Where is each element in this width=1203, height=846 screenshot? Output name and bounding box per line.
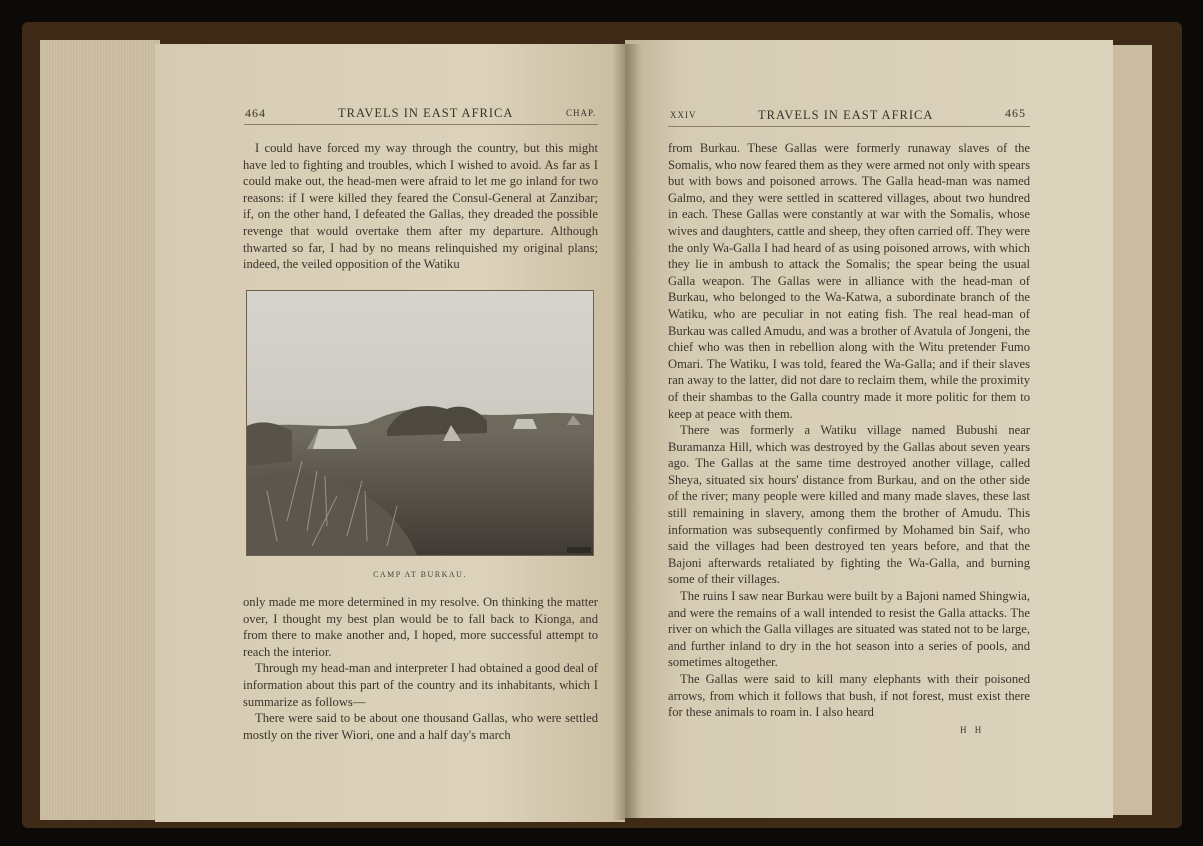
right-header-rule <box>668 126 1030 127</box>
paragraph: only made me more determined in my resolve. On thinking the matter over, I thought my best plan would be to fall back to Kionga, and from there to make another and, I hoped, more successful attempt to reach the interior. <box>243 595 598 659</box>
camp-photograph <box>246 290 594 556</box>
camp-photo-image <box>247 291 593 555</box>
left-chapter-label: CHAP. <box>566 108 597 118</box>
photo-caption: CAMP AT BURKAU. <box>373 570 467 579</box>
paragraph: I could have forced my way through the country, but this might have led to fighting and troubles, which I wished to avoid. As far as I could make out, the head-men were afraid to let me go inland for two reasons: if I were killed they feared the Consul-General at Zanzibar; if, on the other hand, I defeated the Gallas, they dreaded the possible revenge that would overtake them after my departure. Although thwarted so far, I had by no means relinquished my original plans; indeed, the veiled opposition of the Watiku <box>243 141 598 272</box>
paragraph: There was formerly a Watiku village named Bubushi near Buramanza Hill, which was destroyed by the Gallas about seven years ago. The Gallas at the same time destroyed another village, called Sheya, situated six hours' distance from Burkau, and on the other side of the river; many people were killed and many made slaves, these last still remaining in slavery, among them the brother of Amudu. This information was subsequently confirmed by Mohamed bin Saif, who said the villages had been destroyed ten years before, and that the Bajoni afterwards retaliated by fighting the Wa-Galla, and burning some of their villages. <box>668 423 1030 587</box>
paragraph: There were said to be about one thousand Gallas, who were settled mostly on the river Wiori, one and a half day's march <box>243 711 598 742</box>
left-header-rule <box>244 124 598 125</box>
paragraph: The ruins I saw near Burkau were built by a Bajoni named Shingwia, and were the remains of a wall intended to resist the Galla attacks. The river on which the Galla villages are situated was stated not to be large, and further inland to dry in the hot season into a series of pools, and sometimes altogether. <box>668 589 1030 670</box>
signature-mark: H H <box>960 725 985 735</box>
right-text <box>668 140 1030 721</box>
book-gutter <box>612 44 642 820</box>
right-running-head: TRAVELS IN EAST AFRICA <box>758 108 934 122</box>
left-running-head: TRAVELS IN EAST AFRICA <box>338 106 514 120</box>
left-text-top <box>243 140 598 273</box>
left-text-bottom <box>243 594 598 743</box>
page-edges-left <box>40 40 160 820</box>
paragraph: The Gallas were said to kill many elephants with their poisoned arrows, from which it follows that bush, if not forest, must exist there for these animals to roam in. I also heard <box>668 672 1030 720</box>
page-edges-right <box>1112 45 1152 815</box>
left-page-number: 464 <box>245 106 266 120</box>
right-chapter-label: XXIV <box>670 110 697 120</box>
paragraph: from Burkau. These Gallas were formerly runaway slaves of the Somalis, who now feared them as they were armed not only with spears but with bows and poisoned arrows. The Galla head-man was named Galmo, and they were settled in scattered villages, about two hundred in each. These Gallas were constantly at war with the Somalis, whose wives and daughters, cattle and sheep, they often carried off. They were the only Wa-Galla I had heard of as using poisoned arrows, with which they lie in ambush to attack the Somalis; the spear being the usual Galla weapon. The Gallas were in alliance with the head-man of Burkau, who belonged to the Wa-Katwa, a subordinate branch of the Watiku, who are peculiar in not eating fish. The real head-man of Burkau was called Amudu, and was a brother of Avatula of Jongeni, the chief who was then in rebellion along with the Witu pretender Fumo Omari. The Watiku, I was told, feared the Wa-Galla; and if their slaves ran away to the latter, did not dare to reclaim them, while the proximity of their shambas to the Galla country made it more politic for them to keep at peace with them. <box>668 141 1030 421</box>
right-page-number: 465 <box>1005 106 1026 120</box>
paragraph: Through my head-man and interpreter I had obtained a good deal of information about this part of the country and its inhabitants, which I summarize as follows— <box>243 661 598 709</box>
